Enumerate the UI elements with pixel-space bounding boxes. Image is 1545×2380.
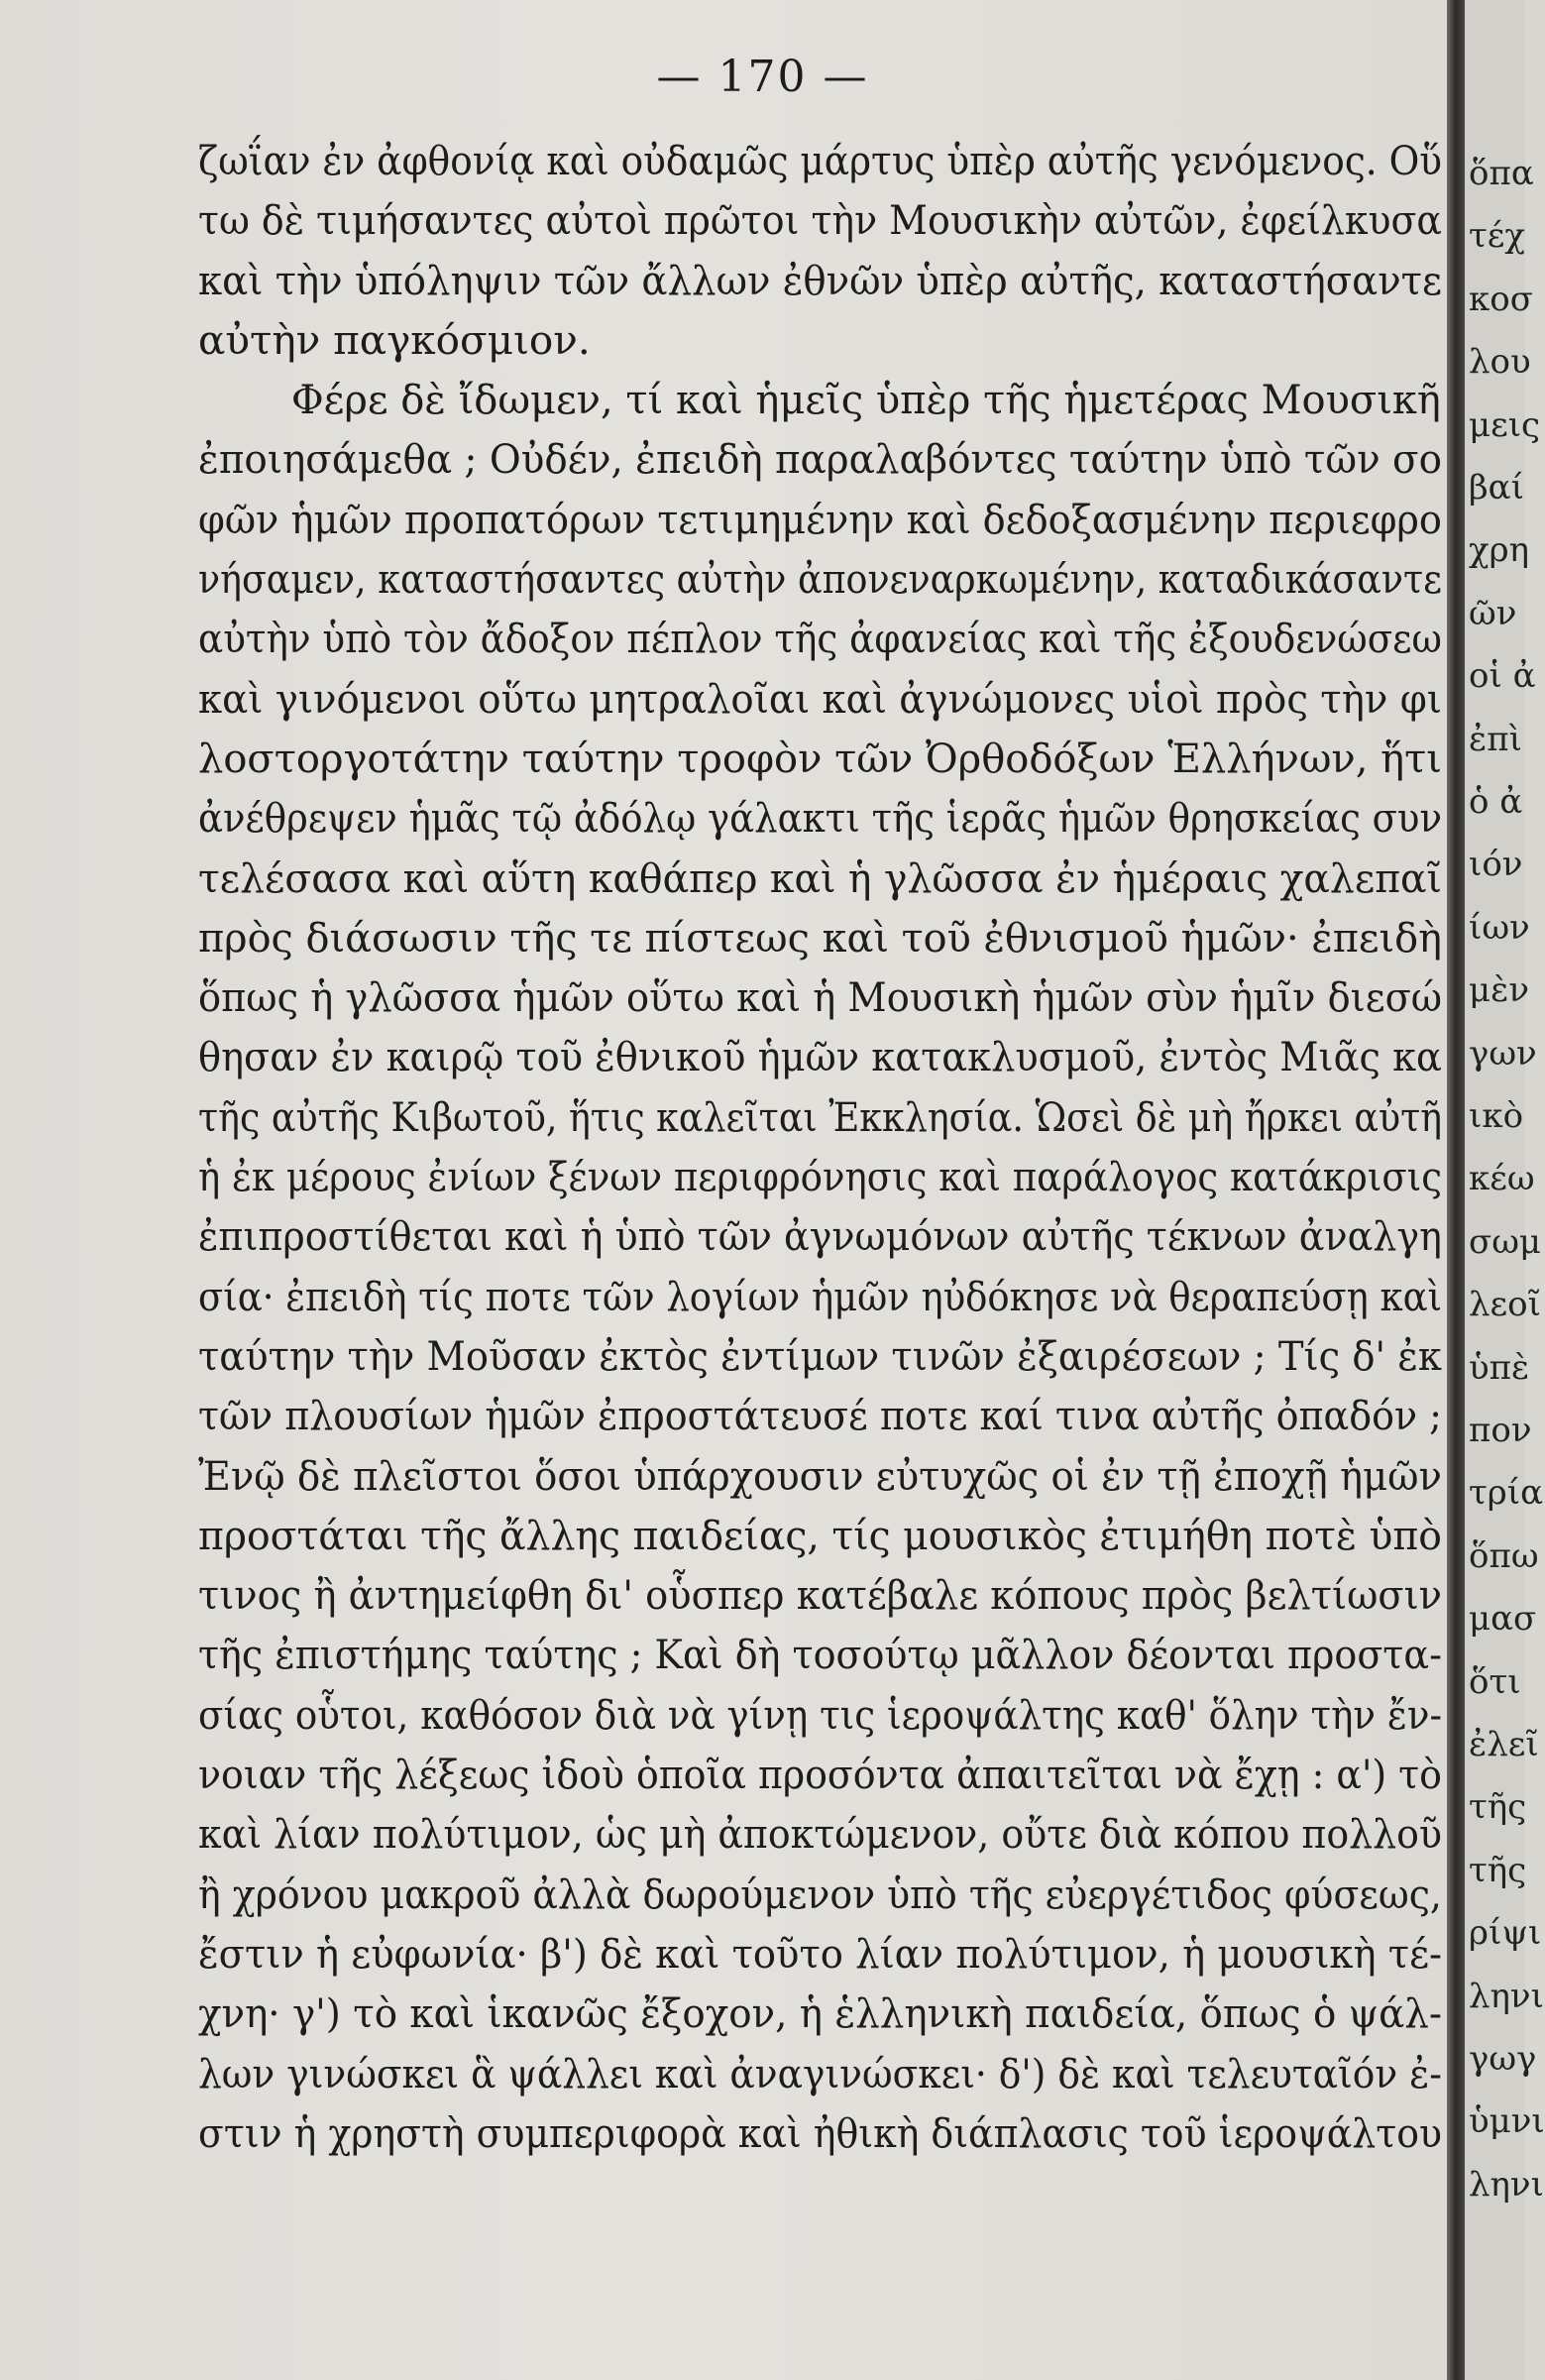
facing-page-fragment: ὅπω — [1469, 1535, 1539, 1576]
text-line: Φέρε δὲ ἴδωμεν, τί καὶ ἡμεῖς ὑπὲρ τῆς ἡμετέρας Μουσικῆ — [290, 376, 1441, 424]
facing-page-fragment: ίων — [1469, 907, 1530, 948]
facing-page-fragment: χρη — [1469, 530, 1529, 571]
text-line: τελέσασα καὶ αὕτη καθάπερ καὶ ἡ γλῶσσα ἐν ἡμέραις χαλεπαῖ — [198, 853, 1442, 902]
text-line: αὐτὴν ὑπὸ τὸν ἄδοξον πέπλον τῆς ἀφανείας καὶ τῆς ἐξουδενώσεω — [198, 615, 1442, 663]
facing-page-fragment: μεις — [1469, 404, 1541, 445]
facing-page-fragment: βαί — [1469, 468, 1524, 508]
facing-page-fragment: ὅπα — [1469, 154, 1534, 193]
facing-page-fragment: τῆς — [1469, 1850, 1527, 1890]
facing-page-edge — [1465, 0, 1545, 2380]
facing-page-fragment: τρία — [1469, 1473, 1544, 1514]
book-gutter — [1447, 0, 1465, 2380]
text-line: ἐποιησάμεθα ; Οὐδέν, ἐπειδὴ παραλαβόντες ταύτην ὑπὸ τῶν σο — [198, 435, 1442, 484]
text-line: ἢ χρόνου μακροῦ ἀλλὰ δωρούμενον ὑπὸ τῆς εὐεργέτιδος φύσεως, — [198, 1870, 1442, 1918]
text-line: στιν ἡ χρηστὴ συμπεριφορὰ καὶ ἠθικὴ διάπλασις τοῦ ἱεροψάλτου — [198, 2108, 1443, 2157]
text-line: τῶν πλουσίων ἡμῶν ἐπροστάτευσέ ποτε καί τινα αὐτῆς ὀπαδόν ; — [198, 1392, 1442, 1440]
text-line: χνη· γ') τὸ καὶ ἱκανῶς ἔξοχον, ἡ ἑλληνικὴ παιδεία, ὅπως ὁ ψάλ- — [198, 1989, 1442, 2038]
facing-page-fragment: κέω — [1469, 1159, 1535, 1199]
facing-page-fragment: σωμ — [1469, 1221, 1542, 1262]
text-line: σίας οὗτοι, καθόσον διὰ νὰ γίνῃ τις ἱεροψάλτης καθ' ὅλην τὴν ἔν- — [198, 1690, 1443, 1739]
text-line: νήσαμεν, καταστήσαντες αὐτὴν ἀπονεναρκωμένην, καταδικάσαντε — [198, 555, 1442, 604]
facing-page-fragment: ὅτι — [1469, 1661, 1521, 1702]
text-line: ταύτην τὴν Μοῦσαν ἐκτὸς ἐντίμων τινῶν ἐξαιρέσεων ; Τίς δ' ἐκ — [198, 1331, 1442, 1380]
facing-page-fragment: ρίψι — [1469, 1913, 1542, 1954]
text-line: φῶν ἡμῶν προπατόρων τετιμημένην καὶ δεδοξασμένην περιεφρο — [198, 495, 1442, 543]
text-line: σία· ἐπειδὴ τίς ποτε τῶν λογίων ἡμῶν ηὐδόκησε νὰ θεραπεύσῃ καὶ — [198, 1272, 1443, 1320]
facing-page-fragment: πον — [1469, 1411, 1532, 1450]
facing-page-fragment: ἐπὶ — [1469, 719, 1522, 759]
facing-page-fragment: λεοῖ — [1469, 1285, 1541, 1325]
facing-page-fragment: ὑπὲ — [1469, 1347, 1530, 1388]
text-line: θησαν ἐν καιρῷ τοῦ ἐθνικοῦ ἡμῶν κατακλυσμοῦ, ἐντὸς Μιᾶς κα — [198, 1033, 1442, 1081]
facing-page-fragment: ὑμνι — [1469, 2101, 1545, 2142]
text-line: τῆς αὐτῆς Κιβωτοῦ, ἥτις καλεῖται Ἐκκλησία. Ὡσεὶ δὲ μὴ ἤρκει αὐτῆ — [198, 1092, 1443, 1141]
facing-page-fragment: γων — [1469, 1033, 1537, 1074]
text-line: ζωΐαν ἐν ἀφθονίᾳ καὶ οὐδαμῶς μάρτυς ὑπὲρ αὐτῆς γενόμενος. Οὕ — [198, 137, 1443, 184]
facing-page-fragment: οἱ ἀ — [1469, 656, 1536, 697]
facing-page-fragment: τέχ — [1469, 216, 1526, 257]
page-number: — 170 — — [656, 52, 869, 102]
facing-page-fragment: ικὸ — [1469, 1096, 1524, 1136]
facing-page-fragment: λου — [1469, 342, 1531, 383]
text-line: νοιαν τῆς λέξεως ἰδοὺ ὁποῖα προσόντα ἀπαιτεῖται νὰ ἔχῃ : α') τὸ — [198, 1751, 1442, 1799]
text-line: πρὸς διάσωσιν τῆς τε πίστεως καὶ τοῦ ἐθνισμοῦ ἡμῶν· ἐπειδὴ — [198, 913, 1442, 962]
facing-page-fragment: γωγ — [1469, 2039, 1537, 2079]
text-line: καὶ γινόμενοι οὕτω μητραλοῖαι καὶ ἀγνώμονες υἱοὶ πρὸς τὴν φι — [198, 674, 1442, 723]
text-line: τω δὲ τιμήσαντες αὐτοὶ πρῶτοι τὴν Μουσικὴν αὐτῶν, ἐφείλκυσα — [198, 196, 1442, 245]
text-line: τινος ἢ ἀντημείφθη δι' οὗσπερ κατέβαλε κόπους πρὸς βελτίωσιν — [198, 1571, 1443, 1620]
text-line: λων γινώσκει ἃ ψάλλει καὶ ἀναγινώσκει· δ') δὲ καὶ τελευταῖόν ἐ- — [198, 2049, 1442, 2097]
text-line: λοστοργοτάτην ταύτην τροφὸν τῶν Ὀρθοδόξων Ἑλλήνων, ἥτι — [198, 734, 1442, 782]
text-line: ἀνέθρεψεν ἡμᾶς τῷ ἀδόλῳ γάλακτι τῆς ἱερᾶς ἡμῶν θρησκείας συν — [198, 794, 1442, 843]
text-line: Ἐνῷ δὲ πλεῖστοι ὅσοι ὑπάρχουσιν εὐτυχῶς οἱ ἐν τῇ ἐποχῇ ἡμῶν — [198, 1451, 1442, 1500]
text-line: ἐπιπροστίθεται καὶ ἡ ὑπὸ τῶν ἀγνωμόνων αὐτῆς τέκνων ἀναλγη — [198, 1212, 1442, 1261]
text-line: ἔστιν ἡ εὐφωνία· β') δὲ καὶ τοῦτο λίαν πολύτιμον, ἡ μουσικὴ τέ- — [198, 1929, 1443, 1978]
text-line: τῆς ἐπιστήμης ταύτης ; Καὶ δὴ τοσούτῳ μᾶλλον δέονται προστα- — [198, 1631, 1442, 1679]
facing-page-fragment: μὲν — [1469, 970, 1530, 1011]
facing-page-fragment: ἐλεῖ — [1469, 1725, 1539, 1764]
facing-page-fragment: ληνι — [1469, 1976, 1544, 2016]
facing-page-fragment: τῆς — [1469, 1787, 1527, 1828]
text-line: καὶ τὴν ὑπόληψιν τῶν ἄλλων ἐθνῶν ὑπὲρ αὐτῆς, καταστήσαντε — [198, 256, 1443, 304]
text-line: αὐτὴν παγκόσμιον. — [198, 315, 591, 364]
facing-page-fragment: ῶν — [1469, 593, 1517, 633]
facing-page-fragment: ιόν — [1469, 845, 1523, 885]
text-line: ὅπως ἡ γλῶσσα ἡμῶν οὕτω καὶ ἡ Μουσικὴ ἡμῶν σὺν ἡμῖν διεσώ — [198, 973, 1443, 1022]
text-line: προστάται τῆς ἄλλης παιδείας, τίς μουσικὸς ἐτιμήθη ποτὲ ὑπὸ — [198, 1511, 1442, 1559]
facing-page-fragment: μασ — [1469, 1599, 1537, 1640]
facing-page-fragment: ὁ ἀ — [1469, 782, 1523, 822]
text-line: ἡ ἐκ μέρους ἐνίων ξένων περιφρόνησις καὶ παράλογος κατάκρισις — [198, 1153, 1443, 1201]
facing-page-fragment: ληνι — [1469, 2164, 1544, 2205]
text-line: καὶ λίαν πολύτιμον, ὡς μὴ ἀποκτώμενον, οὔτε διὰ κόπου πολλοῦ — [198, 1810, 1443, 1859]
facing-page-fragment: κοσ — [1469, 279, 1533, 319]
body-text — [198, 131, 1487, 2163]
